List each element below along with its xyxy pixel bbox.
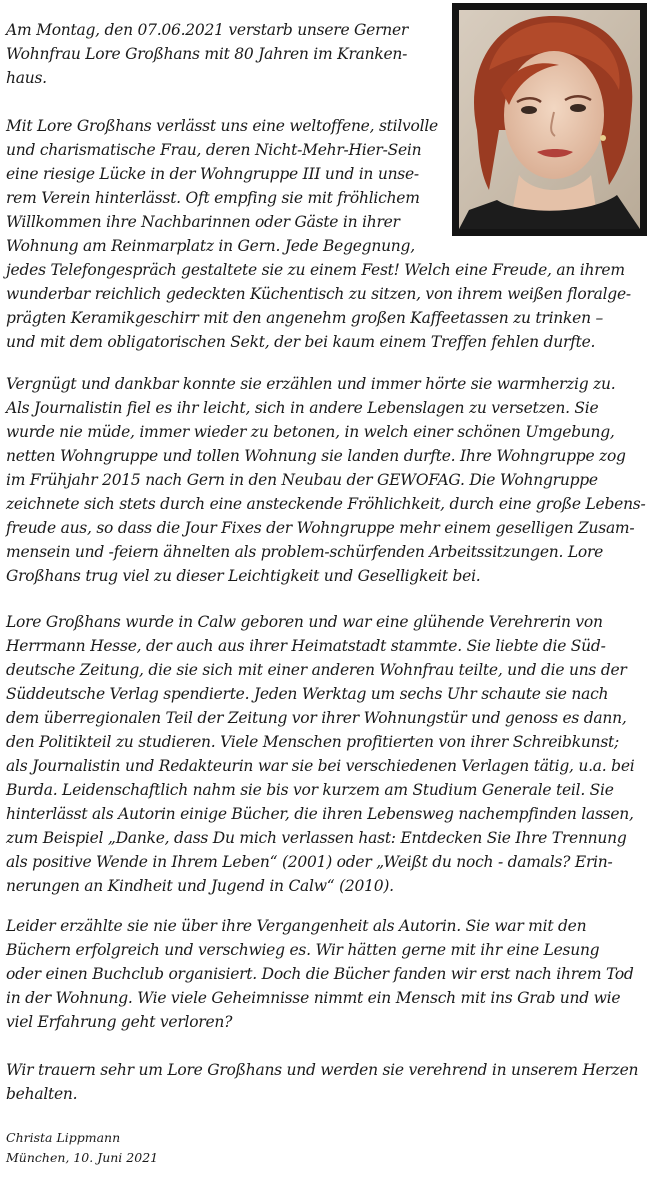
- text-line: nerungen an Kindheit und Jugend in Calw“ (2010).: [6, 877, 394, 895]
- text-line: hinterlässt als Autorin einige Bücher, die ihren Lebensweg nachempfinden lassen,: [6, 805, 634, 823]
- text-line: prägten Keramikgeschirr mit den angenehm großen Kaffeetassen zu trinken –: [6, 309, 603, 327]
- text-line: Herrmann Hesse, der auch aus ihrer Heimatstadt stammte. Sie liebte die Süd-: [6, 637, 606, 655]
- text-line: Burda. Leidenschaftlich nahm sie bis vor kurzem am Studium Generale teil. Sie: [6, 781, 614, 799]
- text-line: viel Erfahrung geht verloren?: [6, 1013, 233, 1031]
- text-line: wunderbar reichlich gedeckten Küchentisch zu sitzen, von ihrem weißen floralge-: [6, 285, 631, 303]
- text-line: in der Wohnung. Wie viele Geheimnisse nimmt ein Mensch mit ins Grab und wie: [6, 989, 621, 1007]
- text-line: und mit dem obligatorischen Sekt, der bei kaum einem Treffen fehlen durfte.: [6, 333, 596, 351]
- text-line: zum Beispiel „Danke, dass Du mich verlassen hast: Entdecken Sie Ihre Trennung: [6, 829, 627, 847]
- text-line: Als Journalistin fiel es ihr leicht, sich in andere Lebenslagen zu versetzen. Sie: [6, 399, 599, 417]
- text-line: Willkommen ihre Nachbarinnen oder Gäste in ihrer: [6, 213, 400, 231]
- text-line: Am Montag, den 07.06.2021 verstarb unsere Gerner: [6, 21, 409, 39]
- portrait-image: [459, 10, 640, 229]
- text-line: Leider erzählte sie nie über ihre Vergangenheit als Autorin. Sie war mit den: [6, 917, 587, 935]
- portrait-photo-icon: [452, 3, 647, 236]
- signature-name: Christa Lippmann: [6, 1130, 121, 1145]
- text-line: Lore Großhans wurde in Calw geboren und war eine glühende Verehrerin von: [6, 613, 603, 631]
- text-line: eine riesige Lücke in der Wohngruppe III und in unse-: [6, 165, 419, 183]
- text-line: als positive Wende in Ihrem Leben“ (2001) oder „Weißt du noch - damals? Erin-: [6, 853, 613, 871]
- text-line: zeichnete sich stets durch eine ansteckende Fröhlichkeit, durch eine große Lebens-: [6, 495, 646, 513]
- text-line: Süddeutsche Verlag spendierte. Jeden Werktag um sechs Uhr schaute sie nach: [6, 685, 609, 703]
- text-line: Büchern erfolgreich und verschwieg es. Wir hätten gerne mit ihr eine Lesung: [6, 941, 600, 959]
- text-line: den Politikteil zu studieren. Viele Menschen profitierten von ihrer Schreibkunst;: [6, 733, 619, 751]
- text-line: behalten.: [6, 1085, 78, 1103]
- text-line: Vergnügt und dankbar konnte sie erzählen und immer hörte sie warmherzig zu.: [6, 375, 616, 393]
- text-line: im Frühjahr 2015 nach Gern in den Neubau der GEWOFAG. Die Wohngruppe: [6, 471, 598, 489]
- text-line: haus.: [6, 69, 47, 87]
- text-line: freude aus, so dass die Jour Fixes der Wohngruppe mehr einem geselligen Zusam-: [6, 519, 635, 537]
- text-line: Großhans trug viel zu dieser Leichtigkeit und Geselligkeit bei.: [6, 567, 481, 585]
- text-line: netten Wohngruppe und tollen Wohnung sie landen durfte. Ihre Wohngruppe zog: [6, 447, 626, 465]
- text-line: oder einen Buchclub organisiert. Doch die Bücher fanden wir erst nach ihrem Tod: [6, 965, 634, 983]
- text-line: wurde nie müde, immer wieder zu betonen, in welch einer schönen Umgebung,: [6, 423, 615, 441]
- text-line: Wohnung am Reinmarplatz in Gern. Jede Begegnung,: [6, 237, 415, 255]
- text-line: mensein und -feiern ähnelten als problem-schürfenden Arbeitssitzungen. Lore: [6, 543, 604, 561]
- text-line: Mit Lore Großhans verlässt uns eine weltoffene, stilvolle: [6, 117, 438, 135]
- text-line: Wir trauern sehr um Lore Großhans und werden sie verehrend in unserem Herzen: [6, 1061, 639, 1079]
- text-line: und charismatische Frau, deren Nicht-Mehr-Hier-Sein: [6, 141, 422, 159]
- text-line: jedes Telefongespräch gestaltete sie zu einem Fest! Welch eine Freude, an ihrem: [6, 261, 625, 279]
- text-line: rem Verein hinterlässt. Oft empfing sie mit fröhlichem: [6, 189, 420, 207]
- signature-place-date: München, 10. Juni 2021: [6, 1150, 159, 1165]
- text-line: Wohnfrau Lore Großhans mit 80 Jahren im Kranken-: [6, 45, 408, 63]
- text-line: deutsche Zeitung, die sie sich mit einer anderen Wohnfrau teilte, und die uns der: [6, 661, 627, 679]
- text-line: dem überregionalen Teil der Zeitung vor ihrer Wohnungstür und genoss es dann,: [6, 709, 627, 727]
- text-line: als Journalistin und Redakteurin war sie bei verschiedenen Verlagen tätig, u.a. bei: [6, 757, 635, 775]
